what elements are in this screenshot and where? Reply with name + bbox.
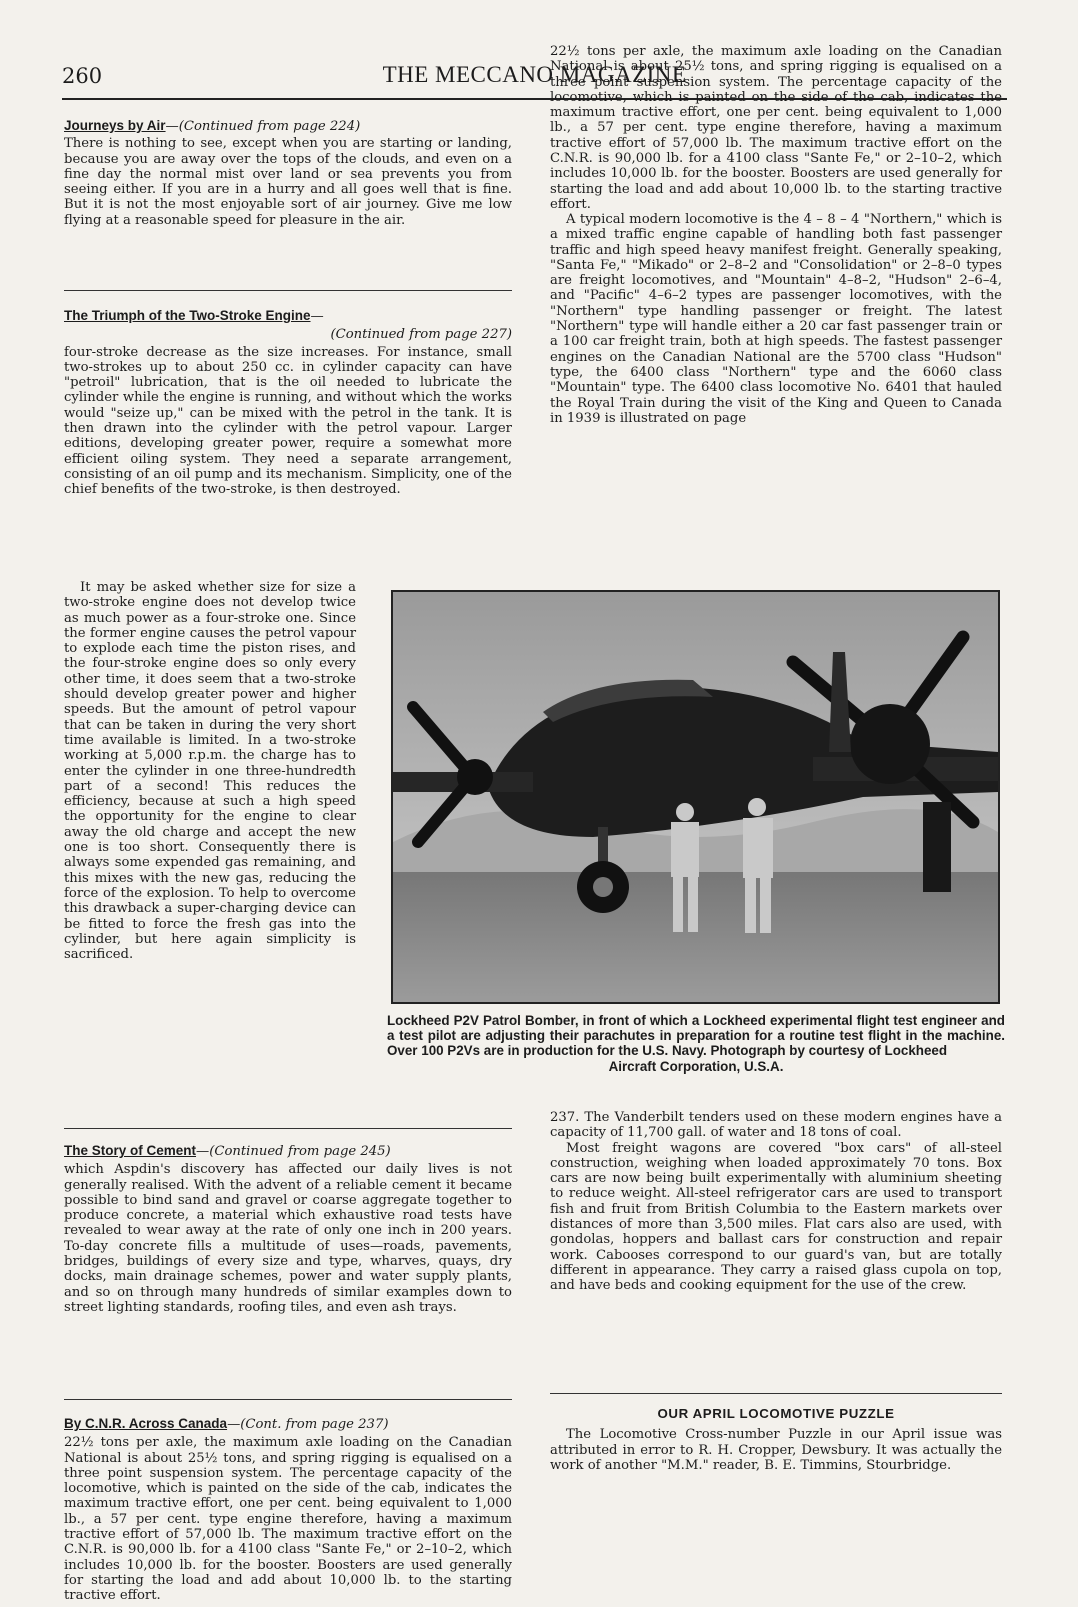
cnr-para4: Most freight wagons are covered "box cars" of all-steel construction, weighing when loaded approximately 70 tons. Box cars are now being built experimentally with aluminium sheeting to reduce weight. All-steel refrigerator cars are used to transport fish and fruit from British Columbia to the Eastern markets over distances of more than 3,500 miles. Flat cars also are used, with gondolas, hoppers and ballast cars for construction and repair work. Cabooses correspond to our guard's van, but are totally different in appearance. They carry a raised glass cupola on top, and have beds and cooking equipment for the use of the crew. <box>550 1140 1002 1294</box>
two-stroke-dash: — <box>310 309 324 324</box>
cnr-para1-right-clip <box>550 44 1002 212</box>
section-divider <box>550 1393 1002 1394</box>
cement-section <box>64 1143 512 1315</box>
photo-caption <box>387 1013 1005 1074</box>
cnr-right-column <box>550 44 1002 426</box>
journeys-heading: Journeys by Air <box>64 118 166 133</box>
section-divider <box>64 290 512 291</box>
two-stroke-heading: The Triumph of the Two-Stroke Engine <box>64 308 311 323</box>
two-stroke-continued: (Continued from page 227) <box>330 327 512 343</box>
cnr-para2: A typical modern locomotive is the 4 – 8 – 4 "Northern," which is a mixed traffic engine capable of handling both fast passenger traffic and high speed heavy manifest freight. Generally speaking, "Santa Fe," "Mikado" or 2–8–2 and "Consolidation" or 2–8–0 types are freight locomotives, and "Mountain" 4–8–2, "Hudson" 2–6–4, and "Pacific" 4–6–2 types are passenger locomotives, with the "Northern" type handling passenger or freight. The latest "Northern" type will handle either a 20 car fast passenger train or a 100 car freight train, both at high speeds. The fastest passenger engines on the Canadian National are the 5700 class "Hudson" type, the 6400 class "Northern" type and the 6060 class "Mountain" type. The 6400 class locomotive No. 6401 that hauled the Royal Train during the visit of the King and Queen to Canada in 1939 is illustrated on page <box>550 212 1002 426</box>
cement-continued: (Continued from page 245) <box>209 1144 391 1159</box>
cement-heading: The Story of Cement <box>64 1143 197 1158</box>
puzzle-body: The Locomotive Cross-number Puzzle in our April issue was attributed in error to R. H. Cropper, Dewsbury. It was actually the work of another "M.M." reader, B. E. Timmins, Stourbridge. <box>550 1427 1002 1473</box>
two-stroke-para1: four-stroke decrease as the size increases. For instance, small two-strokes up to about 250 cc. in cylinder capacity can have "petroil" lubrication, that is the oil needed to lubricate the cylinder while the engine is running, and without which the works would "seize up," can be mixed with the petrol in the tank. It is then drawn into the cylinder with the petrol vapour. Larger editions, developing greater power, require a somewhat more efficient oiling system. They need a separate arrangement, consisting of an oil pump and its mechanism. Simplicity, one of the chief benefits of the two-stroke, is then destroyed. <box>64 344 512 498</box>
cnr-dash: — <box>227 1417 241 1432</box>
aircraft-photo <box>391 590 1000 1004</box>
caption-main: Lockheed P2V Patrol Bomber, in front of which a Lockheed experimental flight test engineer and a test pilot are adjusting their parachutes in preparation for a routine test flight in the machine. Over 100 P2Vs are in production for the U.S. Navy. Photograph by courtesy of Lockheed <box>387 1013 1005 1059</box>
puzzle-title: OUR APRIL LOCOMOTIVE PUZZLE <box>657 1406 895 1421</box>
page-number: 260 <box>62 64 103 88</box>
cement-body: which Aspdin's discovery has affected our daily lives is not generally realised. With the advent of a reliable cement it became possible to bind sand and gravel or coarse aggregate together to produce concrete, a material which exhaustive road tests have revealed to wear away at the rate of only one inch in 200 years. To-day concrete fills a multitude of uses—roads, pavements, bridges, buildings of every size and type, wharves, quays, dry docks, main drainage schemes, power and water supply plants, and so on through many hundreds of similar examples down to street lighting standards, roofing tiles, and even ash trays. <box>64 1162 512 1315</box>
two-stroke-section <box>64 308 512 498</box>
cnr-para1: 22½ tons per axle, the maximum axle loading on the Canadian National is about 25½ tons, and spring rigging is equalised on a three point suspension system. The percentage capacity of the locomotive, which is painted on the side of the cab, indicates the maximum tractive effort, one per cent. being equivalent to 1,000 lb., a 57 per cent. type engine therefore, having a maximum tractive effort of 57,000 lb. The maximum tractive effort on the C.N.R. is 90,000 lb. for a 4100 class "Sante Fe," or 2–10–2, which includes 10,000 lb. for the booster. Boosters are used generally for starting the load and add about 10,000 lb. to the starting tractive effort. <box>64 1435 512 1604</box>
journeys-dash: — <box>165 119 179 134</box>
cement-dash: — <box>196 1144 210 1159</box>
journeys-continued: (Continued from page 224) <box>178 119 361 134</box>
cnr-section <box>64 1416 512 1604</box>
lockheed-p2v-photo <box>393 592 998 1002</box>
puzzle-section <box>550 1402 1002 1473</box>
journeys-section <box>64 118 512 228</box>
cnr-heading: By C.N.R. Across Canada <box>64 1416 228 1431</box>
cnr-right-bottom <box>550 1110 1002 1294</box>
section-divider <box>64 1399 512 1400</box>
cnr-para3: 237. The Vanderbilt tenders used on these modern engines have a capacity of 11,700 gall. of water and 18 tons of coal. <box>550 1110 1002 1141</box>
magazine-title: THE MECCANO MAGAZINE <box>382 62 687 87</box>
two-stroke-para2: It may be asked whether size for size a two-stroke engine does not develop twice as much power as a four-stroke one. Since the former engine causes the petrol vapour to explode each time the piston rises, and the four-stroke engine does so only every other time, it does seem that a two-stroke should develop greater power and higher speeds. But the amount of petrol vapour that can be taken in during the very short time available is limited. In a two-stroke working at 5,000 r.p.m. the charge has to enter the cylinder in one three-hundredth part of a second! This reduces the efficiency, because at such a high speed the opportunity for the engine to clear away the old charge and accept the new one is too short. Consequently there is always some expended gas remaining, and this mixes with the new gas, reducing the force of the explosion. To help to overcome this drawback a super-charging device can be fitted to force the fresh gas into the cylinder, but here again simplicity is sacrificed. <box>64 580 356 963</box>
journeys-body: There is nothing to see, except when you are starting or landing, because you are away over the tops of the clouds, and even on a fine day the normal mist over land or sea prevents you from seeing either. If you are in a hurry and all goes well that is fine. But it is not the most enjoyable sort of air journey. Give me low flying at a reasonable speed for pleasure in the air. <box>64 136 512 228</box>
cnr-continued: (Cont. from page 237) <box>240 1417 389 1432</box>
cnr-para1-right: 22½ tons per axle, the maximum axle loading on the Canadian National is about 25½ tons, and spring rigging is equalised on a three point suspension system. The percentage capacity of the locomotive, which is painted on the side of the cab, indicates the maximum tractive effort, one per cent. being equivalent to 1,000 lb., a 57 per cent. type engine therefore, having a maximum tractive effort of 57,000 lb. The maximum tractive effort on the C.N.R. is 90,000 lb. for a 4100 class "Sante Fe," or 2–10–2, which includes 10,000 lb. for the booster. Boosters are used generally for starting the load and add about 10,000 lb. to the starting tractive effort. <box>550 44 1002 212</box>
cnr-para1-clip <box>64 1435 512 1604</box>
caption-last-line: Aircraft Corporation, U.S.A. <box>608 1058 784 1074</box>
section-divider <box>64 1128 512 1129</box>
two-stroke-section-cont <box>64 580 356 962</box>
